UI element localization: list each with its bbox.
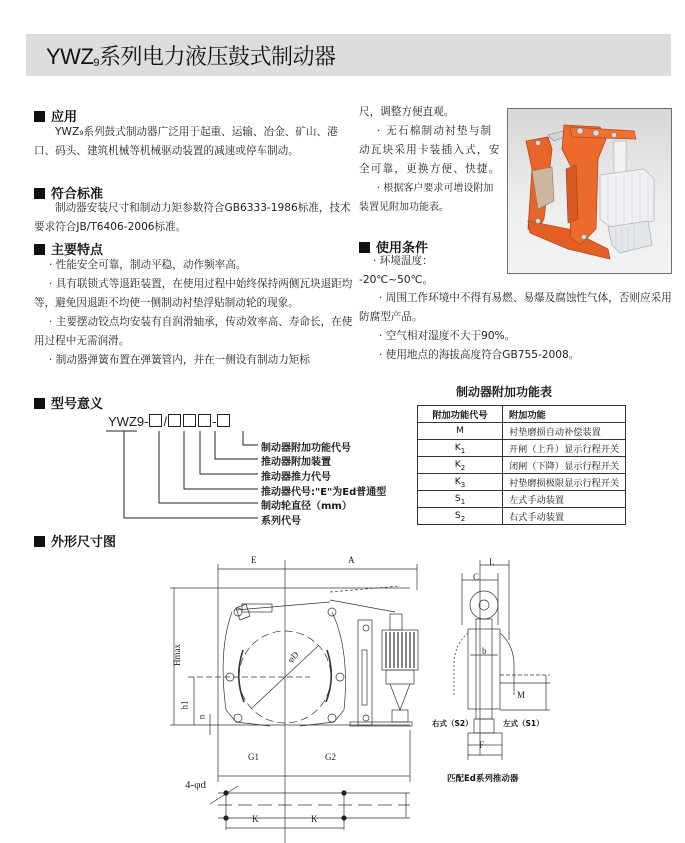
section-heading-standards: 符合标准 [34,183,103,202]
model-label: 推动器附加装置 [261,457,331,468]
header-function: 附加功能 [503,406,626,423]
dim-label-C: C [473,572,480,582]
condition-item: · 空气相对湿度不大于90%。 [379,330,516,342]
function-table-title: 制动器附加功能表 [456,385,553,399]
table-row: $S_2$ 右式手动装置 [418,508,626,525]
section-heading-features: 主要特点 [34,239,103,258]
table-row: $K_3$ 衬垫磨损极限显示行程开关 [418,474,626,491]
dim-label-E: E [251,555,257,565]
model-leader-lines [0,0,400,540]
dim-label-d: 4-φd [185,779,207,791]
table-header-row [418,406,626,423]
model-label: 推动器代号:"E"为Ed普通型 [261,487,387,498]
dim-label-G2: G2 [325,752,336,762]
product-photo [507,108,672,274]
dim-label-A: A [348,555,355,565]
feature-item: · 性能安全可靠，制动平稳，动作频率高。 [49,259,247,271]
conditions-list [359,289,675,365]
table-row: M 衬垫磨损自动补偿装置 [418,423,626,440]
side-view-caption: 匹配Ed系列推动器 [447,774,519,784]
section-heading-dimensions: 外形尺寸图 [34,531,116,550]
section-heading-application: 应用 [34,106,77,125]
dim-label-M: M [517,690,526,700]
application-text: YWZ₉系列鼓式制动器广泛用于起重、运输、冶金、矿山、港口、码头、建筑机械等机械驱动装置的减速或停车制动。 [34,126,338,157]
condition-item: · 使用地点的海拔高度符合GB755-2008。 [379,349,580,361]
condition-item: · 环境温度： [373,255,433,267]
feature-item: · 根据客户要求可增设附加装置见附加功能表。 [359,183,494,213]
front-view-drawing [170,550,430,843]
dim-label-F: F [479,740,485,750]
condition-item: · 周围工作环境中不得有易燃、易爆及腐蚀性气体，否则应采用防腐型产品。 [359,292,672,323]
feature-item: 尺，调整方便直观。 [359,106,455,118]
condition-item: -20℃~50℃。 [359,274,434,286]
header-code: 附加功能代号 [418,406,503,423]
dim-label-G1: G1 [248,752,259,762]
model-label: 制动器附加功能代号 [261,443,351,454]
table-row: $S_1$ 左式手动装置 [418,491,626,508]
model-label: 推动器推力代号 [261,472,331,483]
dim-label-h1: h1 [179,700,190,710]
section-heading-conditions: 使用条件 [359,237,428,256]
dim-label-L: L [489,557,495,567]
dim-label-n: n [196,714,207,720]
left-handed-label: 左式（S1） [503,719,544,728]
table-row: $K_1$ 开闸（上升）显示行程开关 [418,440,626,457]
right-handed-label: 右式（S2） [432,719,473,728]
feature-item: · 无石棉制动衬垫与制动瓦块采用卡装插入式，安全可靠，更换方便、快捷。 [359,125,501,175]
dim-label-D: φD [285,649,301,665]
standards-text: 制动器安装尺寸和制动力矩参数符合GB6333-1986标准，技术要求符合JB/T6406-2006标准。 [34,202,351,233]
dim-label-K2: K [311,814,318,824]
model-label: 系列代号 [261,516,301,527]
dim-label-Hmax: Hmax [172,644,182,666]
side-view-drawing [440,555,580,765]
dim-label-K1: K [252,814,259,824]
feature-item: · 制动器弹簧布置在弹簧管内，并在一侧设有制动力矩标 [49,354,310,366]
model-code: YWZ9- / - [108,414,231,429]
square-bullet-icon [34,536,45,547]
feature-item: · 具有联锁式等退距装置，在使用过程中始终保持两侧瓦块退距均等，避免因退距不均使一侧制动衬垫浮贴制动轮的现象。 [34,278,353,309]
dim-label-b: b [482,646,487,656]
model-label: 制动轮直径（mm） [261,501,352,512]
function-table [417,405,626,525]
feature-item: · 主要摆动铰点均安装有自润滑轴承，传动效率高、寿命长，在使用过程中无需润滑。 [34,316,353,347]
table-row: $K_2$ 闭闸（下降）显示行程开关 [418,457,626,474]
page-title: $YWZ_9$系列电力液压鼓式制动器 [46,44,336,69]
section-heading-model: 型号意义 [34,393,103,412]
brake-photo-illustration [508,109,671,273]
